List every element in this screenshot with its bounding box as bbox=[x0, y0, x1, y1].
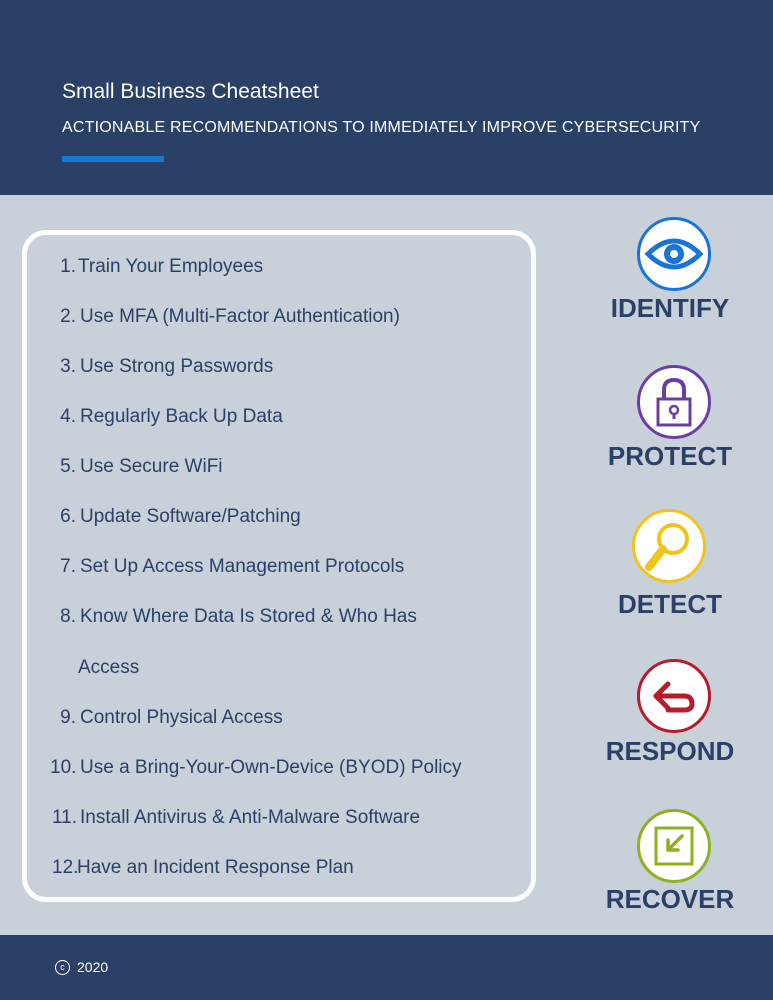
page-subtitle: ACTIONABLE RECOMMENDATIONS TO IMMEDIATELY IMPROVE CYBERSECURITY bbox=[62, 119, 701, 136]
detect-label: DETECT bbox=[618, 589, 722, 619]
item-number: 4. bbox=[60, 406, 76, 427]
item-text: Use a Bring-Your-Own-Device (BYOD) Policy bbox=[80, 757, 462, 778]
item-text: Install Antivirus & Anti-Malware Software bbox=[80, 807, 421, 828]
page-title: Small Business Cheatsheet bbox=[62, 80, 319, 103]
identify-label: IDENTIFY bbox=[610, 293, 730, 323]
item-number: 10. bbox=[50, 757, 77, 778]
list-item bbox=[60, 506, 301, 528]
copyright-icon: c bbox=[55, 960, 70, 975]
item-number: 11. bbox=[52, 807, 78, 828]
item-text: Use Secure WiFi bbox=[80, 456, 223, 477]
list-item bbox=[60, 606, 417, 628]
item-number: 2. bbox=[60, 306, 76, 327]
item-text: Know Where Data Is Stored & Who Has bbox=[80, 606, 417, 627]
list-item bbox=[52, 807, 420, 829]
respond-label: RESPOND bbox=[605, 736, 735, 766]
item-text: Use MFA (Multi-Factor Authentication) bbox=[80, 306, 400, 327]
item-text: Set Up Access Management Protocols bbox=[80, 556, 405, 577]
list-item bbox=[60, 306, 400, 328]
item-number: 9. bbox=[60, 707, 76, 728]
copyright-year: 2020 bbox=[77, 959, 109, 975]
download-arrow-icon bbox=[637, 809, 711, 883]
item-number: 12. bbox=[52, 857, 79, 878]
item-text: Update Software/Patching bbox=[80, 506, 301, 527]
item-number: 5. bbox=[60, 456, 76, 477]
item-text: Regularly Back Up Data bbox=[80, 406, 283, 427]
return-arrow-icon bbox=[637, 659, 711, 733]
item-number: 6. bbox=[60, 506, 76, 527]
list-item bbox=[60, 406, 283, 428]
list-item bbox=[60, 256, 263, 278]
padlock-icon bbox=[637, 365, 711, 439]
list-item bbox=[60, 556, 404, 578]
magnifier-icon bbox=[632, 509, 706, 583]
item-text: Use Strong Passwords bbox=[80, 356, 274, 377]
item-text: Access bbox=[78, 657, 140, 678]
recover-label: RECOVER bbox=[605, 884, 735, 914]
list-item bbox=[60, 456, 223, 478]
list-item bbox=[60, 707, 283, 729]
protect-label: PROTECT bbox=[607, 441, 733, 471]
list-item bbox=[52, 857, 354, 879]
item-number: 1. bbox=[60, 256, 76, 277]
item-number: 3. bbox=[60, 356, 76, 377]
eye-icon bbox=[637, 217, 711, 291]
footer-banner bbox=[0, 935, 773, 1000]
item-text: Have an Incident Response Plan bbox=[77, 857, 354, 878]
header-banner bbox=[0, 0, 773, 195]
accent-bar bbox=[62, 156, 164, 162]
list-item bbox=[60, 356, 273, 378]
item-number: 8. bbox=[60, 606, 76, 627]
item-text: Train Your Employees bbox=[78, 256, 264, 277]
item-number: 7. bbox=[60, 556, 76, 577]
list-item-continuation bbox=[78, 657, 139, 679]
list-item bbox=[50, 757, 462, 779]
item-text: Control Physical Access bbox=[80, 707, 283, 728]
